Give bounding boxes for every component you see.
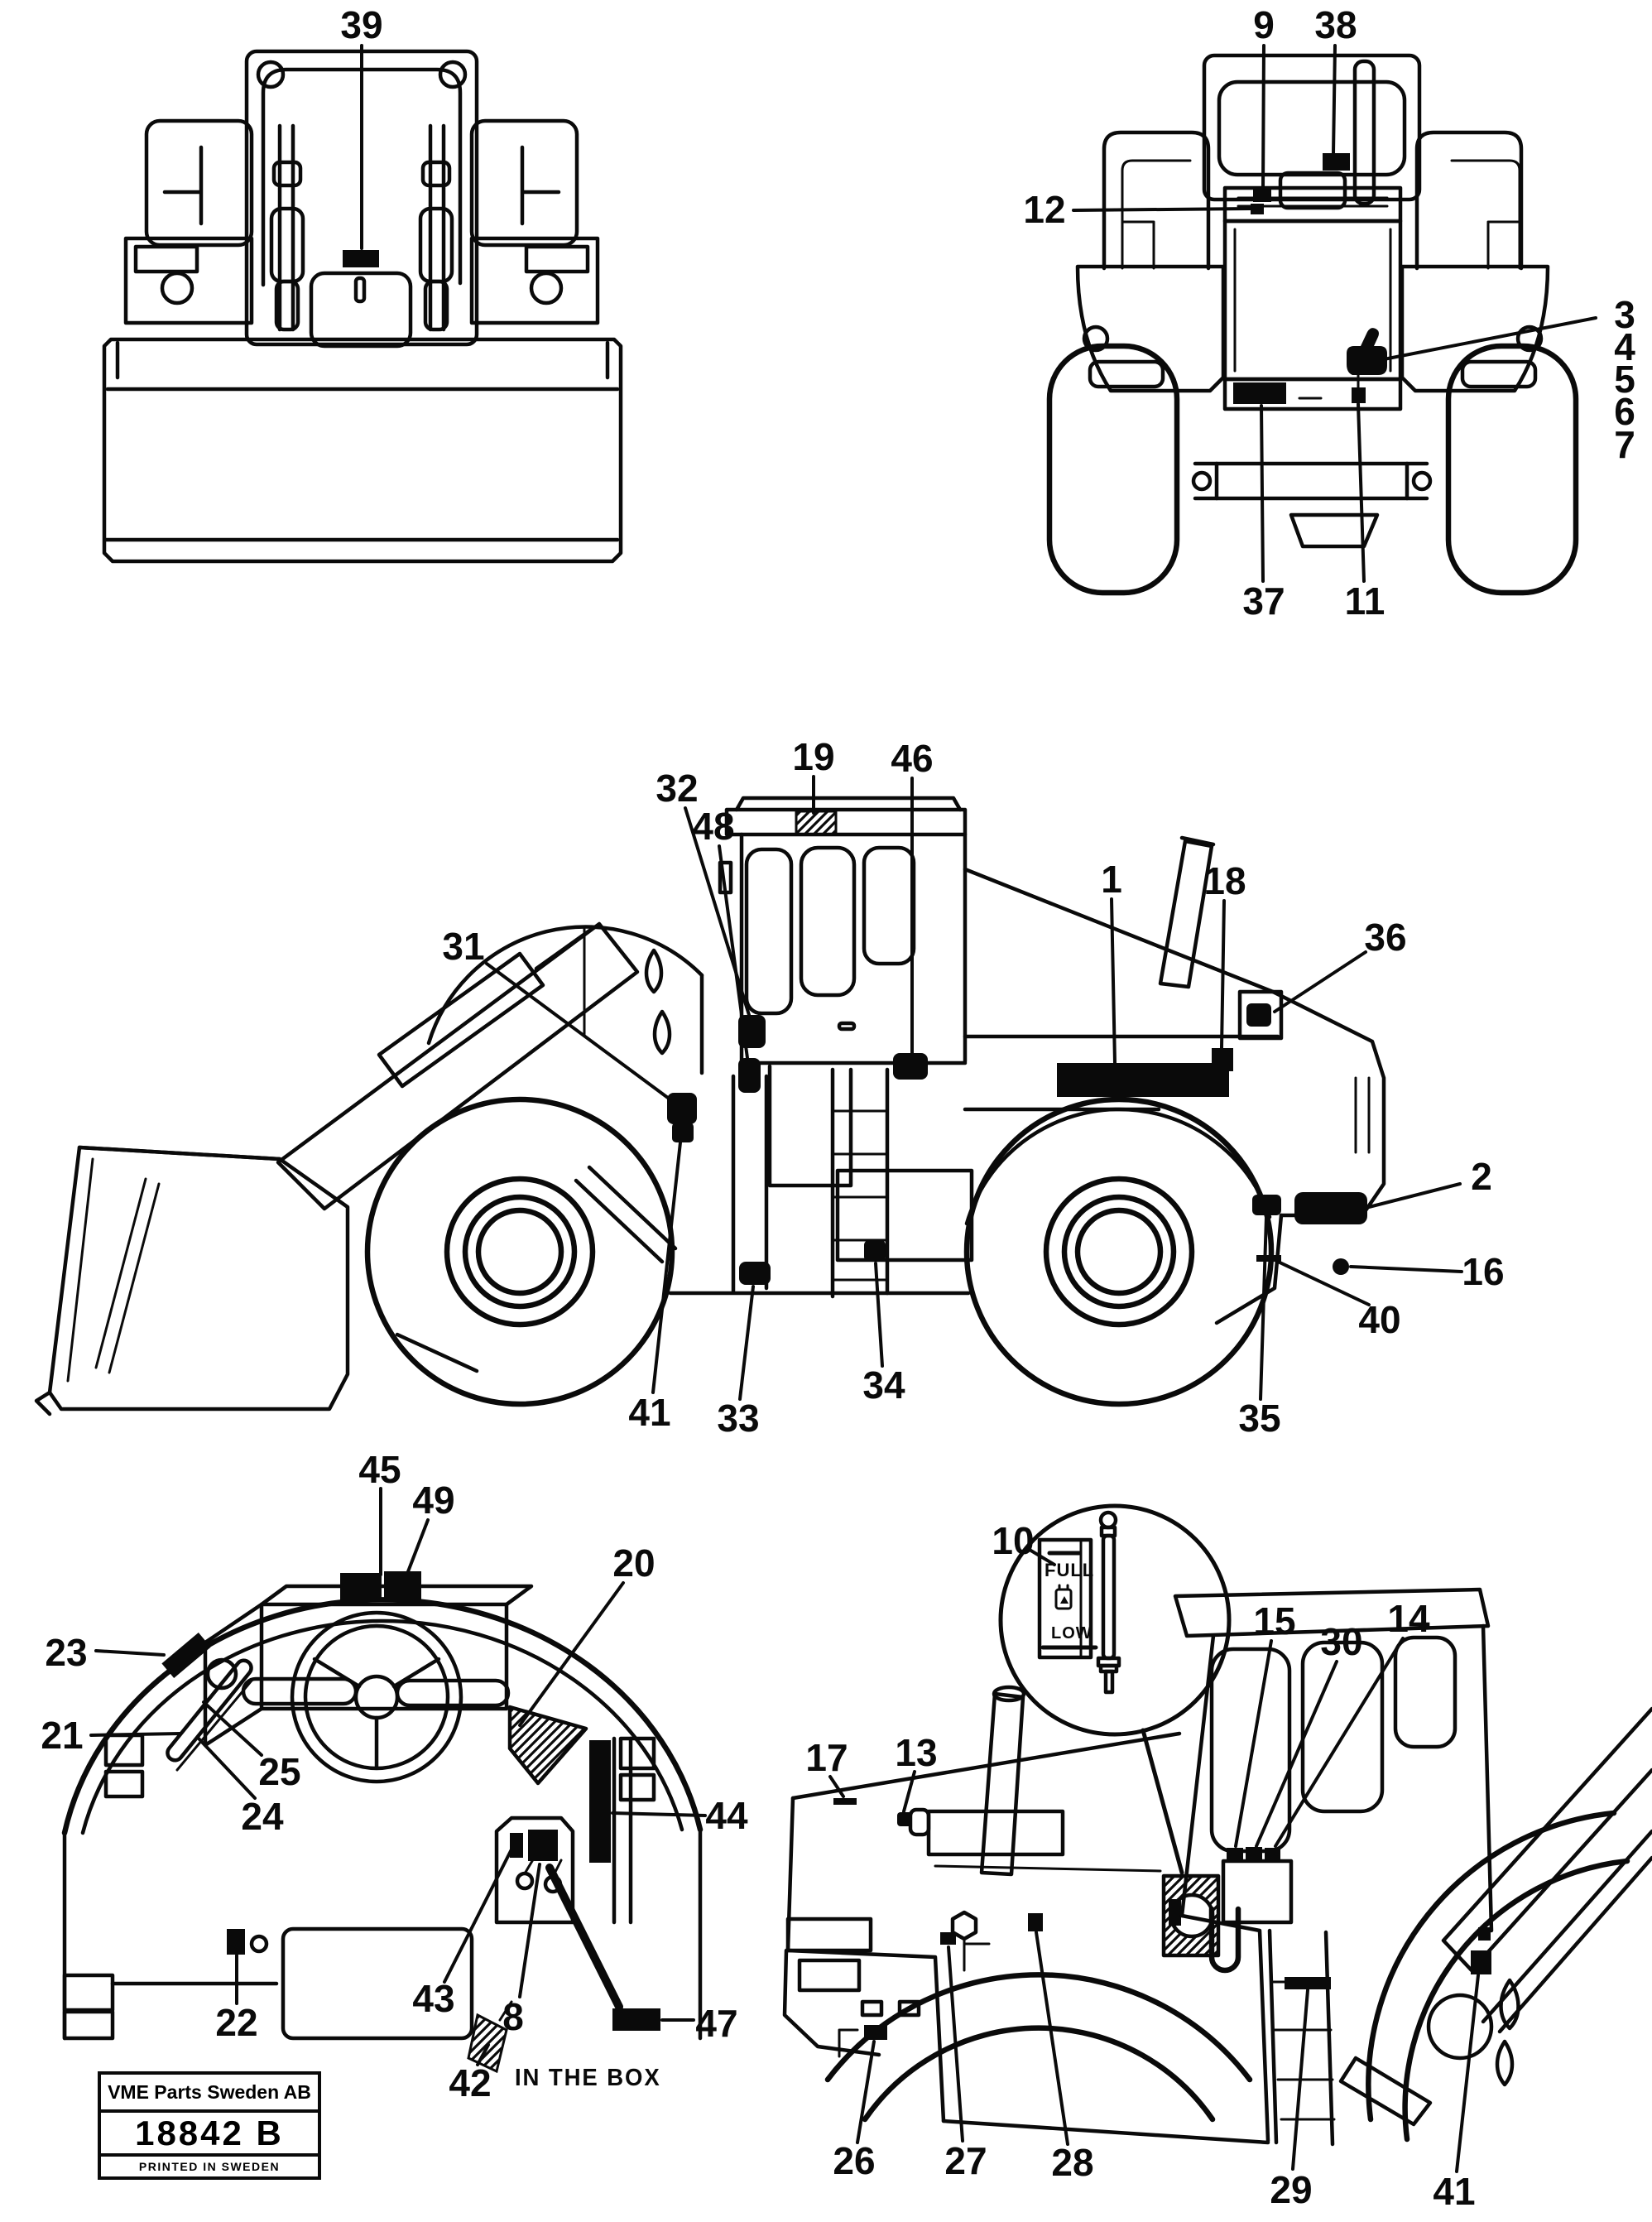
callout-overlay bbox=[41, 3, 1635, 2213]
leader-line bbox=[1351, 1267, 1462, 1272]
inset-full-label: FULL bbox=[1045, 1560, 1095, 1580]
leader-line bbox=[830, 1777, 843, 1796]
callout-number-14: 14 bbox=[1387, 1597, 1430, 1640]
callout-number-41: 41 bbox=[628, 1391, 671, 1434]
decal-mark bbox=[1333, 1258, 1349, 1275]
leader-line bbox=[96, 1651, 164, 1655]
oil-level-inset bbox=[1001, 1506, 1229, 1734]
decal-mark bbox=[897, 1812, 912, 1826]
leader-line bbox=[1073, 209, 1251, 210]
rear-fenders bbox=[1078, 267, 1548, 391]
dipstick bbox=[1098, 1513, 1119, 1692]
callout-number-47: 47 bbox=[695, 2002, 738, 2045]
leader-line bbox=[1384, 318, 1596, 359]
decal-mark bbox=[738, 1015, 766, 1048]
callout-number-27: 27 bbox=[944, 2139, 987, 2182]
decal-mark bbox=[510, 1833, 523, 1858]
decal-mark bbox=[739, 1262, 771, 1285]
decal-mark bbox=[1252, 1195, 1281, 1215]
callout-number-37: 37 bbox=[1242, 580, 1285, 623]
callout-number-23: 23 bbox=[45, 1631, 88, 1674]
callout-number-11: 11 bbox=[1344, 580, 1385, 623]
decal-mark bbox=[796, 811, 836, 834]
front-rops-right bbox=[472, 121, 577, 245]
leader-line bbox=[1333, 46, 1335, 154]
decal-mark bbox=[589, 1740, 611, 1863]
decal-mark bbox=[1323, 153, 1350, 171]
leader-line bbox=[1222, 901, 1224, 1048]
decal-mark bbox=[1265, 1848, 1280, 1859]
decal-mark bbox=[1285, 1977, 1331, 1989]
callout-number-12: 12 bbox=[1023, 188, 1066, 231]
decal-mark bbox=[738, 1058, 761, 1093]
decal-mark bbox=[667, 1093, 697, 1124]
leader-line bbox=[1112, 899, 1115, 1063]
decal-mark bbox=[612, 2008, 660, 2031]
decal-mark bbox=[1471, 1950, 1491, 1974]
callout-number-20: 20 bbox=[612, 1541, 656, 1585]
decal-mark bbox=[1253, 189, 1271, 202]
decal-mark bbox=[1233, 382, 1286, 404]
decal-mark bbox=[227, 1929, 245, 1955]
leader-line bbox=[612, 1813, 705, 1816]
callout-number-39: 39 bbox=[340, 3, 383, 46]
callout-number-3: 3 bbox=[1614, 293, 1635, 336]
decal-mark bbox=[528, 1830, 558, 1861]
callout-number-25: 25 bbox=[258, 1750, 301, 1793]
leader-line bbox=[740, 1287, 753, 1399]
decal-mark bbox=[1251, 204, 1264, 214]
callout-number-15: 15 bbox=[1253, 1599, 1296, 1642]
leader-line bbox=[1143, 1730, 1182, 1873]
leader-line bbox=[444, 1846, 513, 1982]
stamp-company: VME Parts Sweden AB bbox=[101, 2075, 318, 2113]
decal-mark bbox=[864, 2025, 887, 2040]
decal-mark bbox=[1256, 1255, 1281, 1262]
fastener-hole bbox=[252, 1936, 267, 1951]
publisher-stamp bbox=[98, 2071, 321, 2180]
dashboard bbox=[205, 1586, 531, 1745]
callout-number-30: 30 bbox=[1320, 1620, 1363, 1663]
battery-box bbox=[1223, 1861, 1291, 1922]
decal-mark bbox=[1212, 1048, 1233, 1071]
callout-number-7: 7 bbox=[1614, 423, 1635, 466]
in-the-box-label: IN THE BOX bbox=[515, 2065, 661, 2091]
callout-number-10: 10 bbox=[992, 1519, 1035, 1562]
decal-mark bbox=[1246, 1003, 1271, 1027]
callout-number-33: 33 bbox=[717, 1397, 760, 1440]
leader-line bbox=[550, 1868, 619, 2007]
decal-mark bbox=[672, 1123, 694, 1142]
callout-number-1: 1 bbox=[1101, 858, 1122, 901]
callout-number-18: 18 bbox=[1203, 859, 1246, 902]
callout-number-6: 6 bbox=[1614, 390, 1635, 433]
decal-mark bbox=[1028, 1913, 1043, 1931]
decal-mark bbox=[1478, 1927, 1491, 1941]
side-wheels bbox=[367, 1099, 1271, 1404]
callout-number-9: 9 bbox=[1253, 3, 1275, 46]
decal-mark bbox=[384, 1571, 421, 1599]
leader-line bbox=[1457, 1975, 1478, 2172]
rear-axle bbox=[1193, 464, 1430, 546]
front-bucket bbox=[104, 339, 621, 561]
inset-low-label: LOW bbox=[1051, 1624, 1093, 1642]
ladder bbox=[1270, 1931, 1334, 2144]
callout-number-29: 29 bbox=[1270, 2168, 1313, 2211]
callout-number-28: 28 bbox=[1051, 2141, 1094, 2184]
callout-number-36: 36 bbox=[1364, 916, 1407, 959]
decal-mark bbox=[1294, 1192, 1367, 1224]
decal-mark bbox=[864, 1240, 886, 1262]
callout-number-2: 2 bbox=[1471, 1155, 1492, 1198]
callout-number-49: 49 bbox=[412, 1479, 455, 1522]
callout-number-13: 13 bbox=[895, 1731, 938, 1774]
decal-mark bbox=[1057, 1063, 1229, 1097]
decal-mark bbox=[340, 1573, 382, 1602]
callout-number-26: 26 bbox=[833, 2139, 876, 2182]
callout-number-48: 48 bbox=[692, 805, 735, 848]
decal-mark bbox=[940, 1932, 956, 1945]
decal-mark bbox=[1352, 387, 1366, 403]
leader-line bbox=[487, 964, 675, 1103]
leader-line bbox=[1263, 46, 1264, 190]
callout-number-4: 4 bbox=[1614, 325, 1635, 368]
callout-number-24: 24 bbox=[241, 1795, 284, 1838]
leader-line bbox=[199, 1739, 255, 1798]
decal-mark bbox=[1227, 1848, 1243, 1860]
decal-mark bbox=[833, 1798, 857, 1805]
leader-line bbox=[1358, 404, 1364, 581]
decal-mark bbox=[343, 250, 379, 267]
callout-number-19: 19 bbox=[792, 735, 835, 778]
callout-number-31: 31 bbox=[442, 925, 485, 968]
decal-mark bbox=[893, 1053, 928, 1080]
callout-number-41: 41 bbox=[1433, 2170, 1476, 2213]
decal-mark bbox=[1246, 1847, 1262, 1859]
callout-number-21: 21 bbox=[41, 1714, 84, 1757]
callout-number-43: 43 bbox=[412, 1977, 455, 2020]
callout-number-40: 40 bbox=[1358, 1298, 1401, 1341]
callout-number-46: 46 bbox=[891, 737, 934, 780]
leader-line bbox=[407, 1520, 428, 1574]
decal-mark bbox=[1347, 328, 1387, 375]
callout-number-44: 44 bbox=[705, 1794, 748, 1837]
callout-number-8: 8 bbox=[502, 1995, 524, 2038]
shifter-hatch-area bbox=[510, 1707, 586, 1783]
leader-line bbox=[520, 1583, 623, 1725]
steering-wheel bbox=[208, 1613, 508, 1782]
callout-number-16: 16 bbox=[1462, 1250, 1505, 1293]
leader-line bbox=[1261, 406, 1263, 581]
stamp-printed-in: PRINTED IN SWEDEN bbox=[101, 2153, 318, 2176]
front-rops-left bbox=[146, 121, 252, 245]
callout-number-38: 38 bbox=[1314, 3, 1357, 46]
callout-number-5: 5 bbox=[1614, 358, 1635, 401]
callout-number-35: 35 bbox=[1238, 1397, 1281, 1440]
leader-line bbox=[1275, 952, 1366, 1012]
rear-view bbox=[1049, 55, 1576, 593]
stamp-part-number: 18842 B bbox=[135, 2113, 284, 2152]
leader-line bbox=[857, 2042, 874, 2143]
leader-line bbox=[91, 1734, 180, 1735]
leader-line bbox=[1256, 1662, 1337, 1846]
callout-number-34: 34 bbox=[862, 1364, 905, 1407]
callout-number-17: 17 bbox=[805, 1736, 848, 1779]
callout-number-45: 45 bbox=[358, 1448, 401, 1491]
callout-number-32: 32 bbox=[656, 767, 699, 810]
leader-line bbox=[1236, 1641, 1271, 1846]
callout-number-42: 42 bbox=[449, 2061, 492, 2104]
rear-wheels bbox=[1049, 346, 1576, 593]
callout-number-22: 22 bbox=[215, 2001, 258, 2044]
leader-line bbox=[1036, 1932, 1068, 2144]
side-cab bbox=[720, 798, 965, 1186]
